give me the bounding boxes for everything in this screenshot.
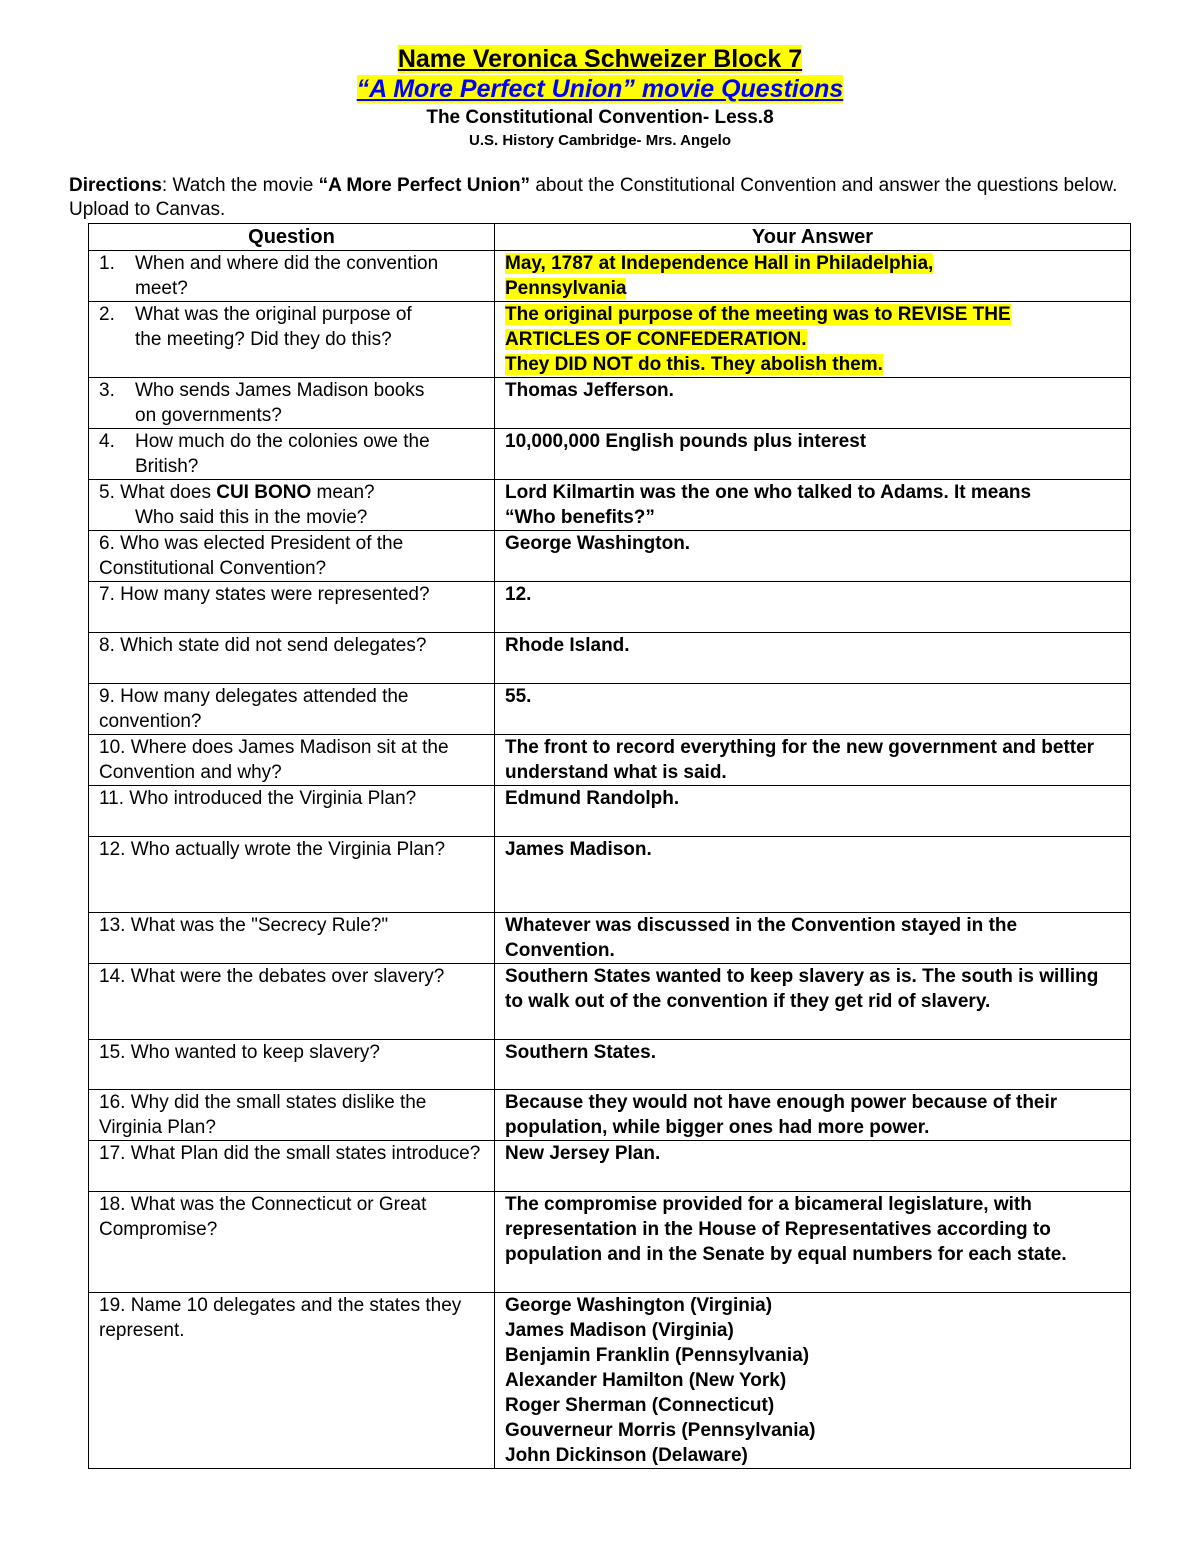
directions-label: Directions — [69, 175, 162, 196]
question-cell: 5. What does CUI BONO mean? Who said this in the movie? — [89, 480, 495, 531]
question-cell: 12. Who actually wrote the Virginia Plan? — [89, 837, 495, 913]
answer-cell: The original purpose of the meeting was to REVISE THE ARTICLES OF CONFEDERATION. They DID NOT do this. They abolish them. — [495, 302, 1131, 378]
table-row — [89, 531, 1131, 582]
answer-cell: 12. — [495, 582, 1131, 633]
assignment-subtitle: The Constitutional Convention- Less.8 — [426, 107, 774, 128]
table-row — [89, 964, 1131, 1040]
answer-cell: Thomas Jefferson. — [495, 378, 1131, 429]
column-header-question: Question — [89, 224, 495, 251]
question-cell: 16. Why did the small states dislike the Virginia Plan? — [89, 1090, 495, 1141]
table-row — [89, 1293, 1131, 1469]
answer-cell: Southern States wanted to keep slavery as is. The south is willing to walk out of the convention if they get rid of slavery. — [495, 964, 1131, 1040]
directions-paragraph: Directions: Watch the movie “A More Perfect Union” about the Constitutional Convention and answer the questions below. Upload to Canvas. — [69, 175, 1118, 220]
answer-cell: George Washington (Virginia) James Madison (Virginia) Benjamin Franklin (Pennsylvania) Alexander Hamilton (New York) Roger Sherman (Connecticut) Gouverneur Morris (Pennsylvania) John Dickinson (Delaware) — [495, 1293, 1131, 1469]
answer-cell: Edmund Randolph. — [495, 786, 1131, 837]
answer-cell: George Washington. — [495, 531, 1131, 582]
answer-cell: Rhode Island. — [495, 633, 1131, 684]
table-row — [89, 1040, 1131, 1090]
answer-cell: 55. — [495, 684, 1131, 735]
question-cell: 14. What were the debates over slavery? — [89, 964, 495, 1040]
table-row — [89, 633, 1131, 684]
answer-cell: James Madison. — [495, 837, 1131, 913]
question-cell: 19. Name 10 delegates and the states they represent. — [89, 1293, 495, 1469]
table-row — [89, 1090, 1131, 1141]
table-row — [89, 1141, 1131, 1192]
table-row — [89, 378, 1131, 429]
answer-cell: New Jersey Plan. — [495, 1141, 1131, 1192]
course-line: U.S. History Cambridge- Mrs. Angelo — [469, 132, 731, 149]
question-cell: 13. What was the "Secrecy Rule?" — [89, 913, 495, 964]
table-row — [89, 684, 1131, 735]
question-cell: 3. Who sends James Madison books on governments? — [89, 378, 495, 429]
table-row — [89, 251, 1131, 302]
question-cell: 18. What was the Connecticut or Great Compromise? — [89, 1192, 495, 1293]
question-cell: 9. How many delegates attended the convention? — [89, 684, 495, 735]
question-cell: 4. How much do the colonies owe the British? — [89, 429, 495, 480]
question-table — [88, 223, 1131, 1469]
question-cell: 15. Who wanted to keep slavery? — [89, 1040, 495, 1090]
answer-cell: May, 1787 at Independence Hall in Philadelphia, Pennsylvania — [495, 251, 1131, 302]
question-cell: 17. What Plan did the small states introduce? — [89, 1141, 495, 1192]
table-row — [89, 429, 1131, 480]
column-header-answer: Your Answer — [495, 224, 1131, 251]
movie-title: “A More Perfect Union” — [318, 175, 531, 196]
answer-cell: Southern States. — [495, 1040, 1131, 1090]
table-row — [89, 480, 1131, 531]
assignment-title: “A More Perfect Union” movie Questions — [356, 75, 844, 103]
table-row — [89, 786, 1131, 837]
answer-cell: The compromise provided for a bicameral legislature, with representation in the House of Representatives according to population and in the Senate by equal numbers for each state. — [495, 1192, 1131, 1293]
table-row — [89, 735, 1131, 786]
answer-cell: Because they would not have enough power because of their population, while bigger ones had more power. — [495, 1090, 1131, 1141]
question-cell: 1. When and where did the convention meet? — [89, 251, 495, 302]
question-cell: 8. Which state did not send delegates? — [89, 633, 495, 684]
answer-cell: Whatever was discussed in the Convention stayed in the Convention. — [495, 913, 1131, 964]
table-row — [89, 837, 1131, 913]
question-cell: 11. Who introduced the Virginia Plan? — [89, 786, 495, 837]
table-row — [89, 582, 1131, 633]
document-header — [0, 44, 1200, 151]
table-row — [89, 302, 1131, 378]
answer-cell: The front to record everything for the new government and better understand what is said. — [495, 735, 1131, 786]
question-cell: 7. How many states were represented? — [89, 582, 495, 633]
question-cell: 6. Who was elected President of the Constitutional Convention? — [89, 531, 495, 582]
answer-cell: Lord Kilmartin was the one who talked to Adams. It means “Who benefits?” — [495, 480, 1131, 531]
question-cell: 2. What was the original purpose of the meeting? Did they do this? — [89, 302, 495, 378]
answer-cell: 10,000,000 English pounds plus interest — [495, 429, 1131, 480]
table-row — [89, 1192, 1131, 1293]
question-cell: 10. Where does James Madison sit at the Convention and why? — [89, 735, 495, 786]
table-row — [89, 913, 1131, 964]
table-header-row — [89, 224, 1131, 251]
student-name-line: Name Veronica Schweizer Block 7 — [397, 45, 803, 73]
